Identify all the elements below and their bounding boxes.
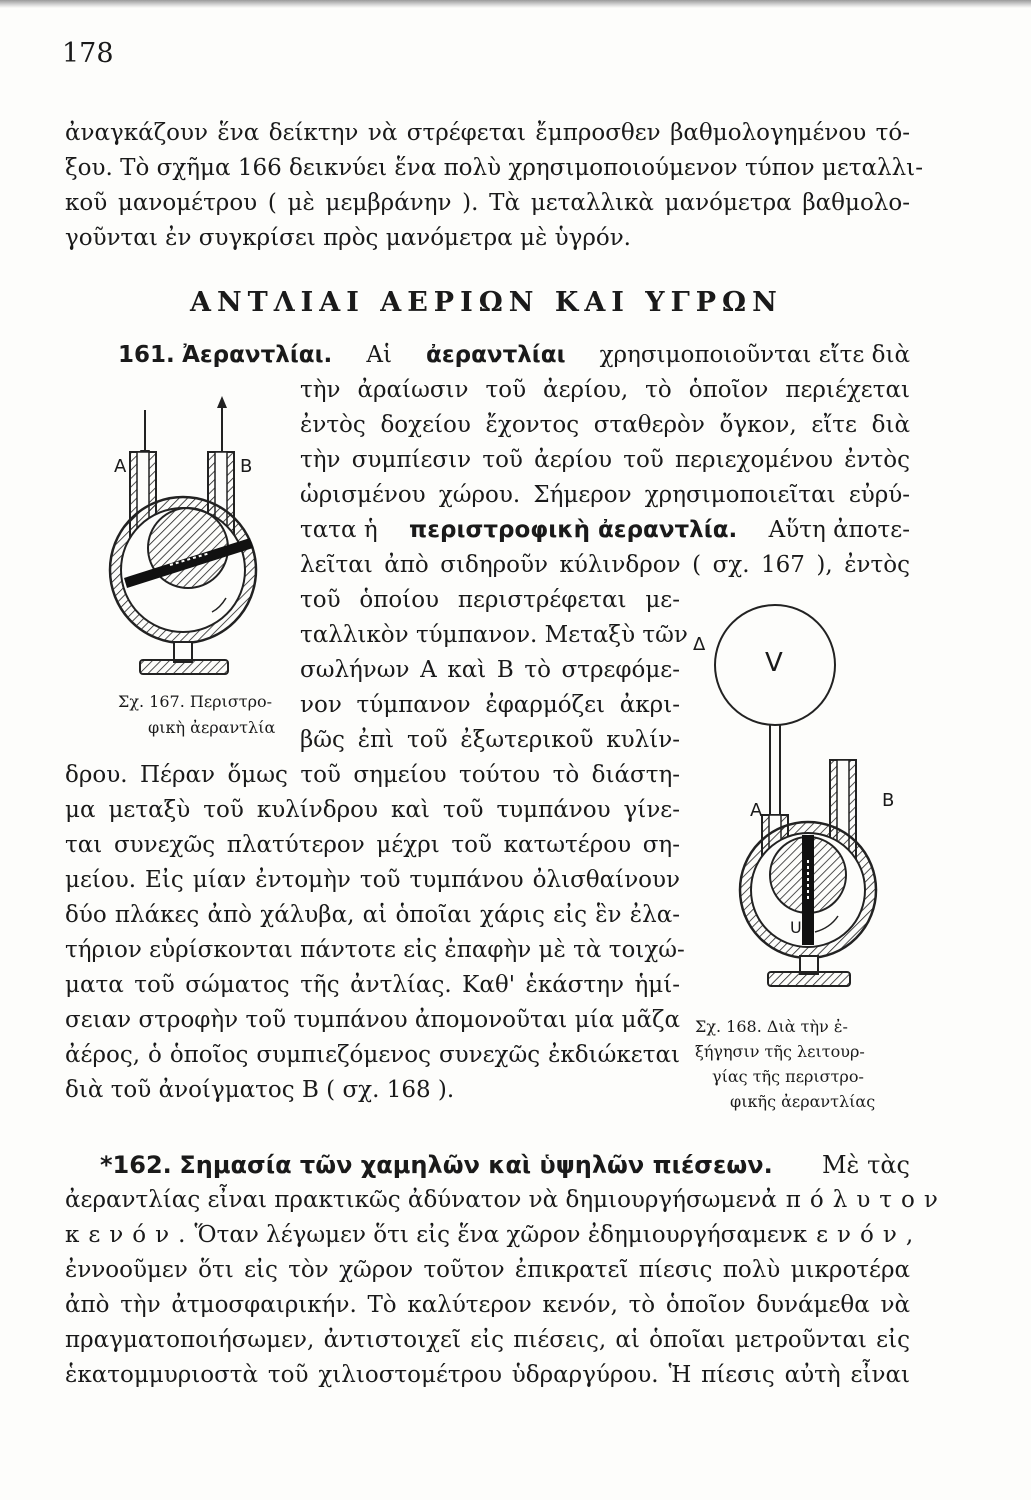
fig168-caption-line4: φικῆς ἀεραντλίας <box>730 1092 876 1111</box>
fig168-label-u: U <box>790 918 802 937</box>
spaced-term: κενόν. <box>65 1222 195 1248</box>
text-line <box>65 1185 947 1215</box>
text-line: τήριον εὑρίσκονται πάντοτε εἰς ἐπαφὴν μὲ τὰ τοιχώ- <box>65 937 685 963</box>
section-162-title-line <box>100 1150 910 1180</box>
text-line: ται συνεχῶς πλατύτερον μέχρι τοῦ κατωτέρου ση- <box>65 832 680 858</box>
figure-167 <box>100 390 300 690</box>
bold-term: ἀεραντλίαι <box>426 342 566 368</box>
top-edge-rule <box>0 0 1031 8</box>
text-line: σωλήνων Α καὶ Β τὸ στρεφόμε- <box>300 657 680 683</box>
text-line: τὴν ἀραίωσιν τοῦ ἀερίου, τὸ ὁποῖον περιέχεται <box>300 377 910 403</box>
bold-term: περιστροφικὴ ἀεραντλία. <box>409 517 738 543</box>
text-line: νον τύμπανον ἐφαρμόζει ἀκρι- <box>300 692 680 718</box>
text-fragment: ἀεραντλίας εἶναι πρακτικῶς ἀδύνατον νὰ δημιουργήσωμεν <box>65 1187 762 1213</box>
fig168-caption-line1: Σχ. 168. Διὰ τὴν ἐ- <box>695 1017 848 1036</box>
text-line: ξου. Τὸ σχῆμα 166 δεικνύει ἕνα πολὺ χρησιμοποιούμενον τύπον μεταλλι- <box>65 155 923 181</box>
text-line: ἀπὸ τὴν ἀτμοσφαιρικήν. Τὸ καλύτερον κενόν, τὸ ὁποῖον δυνάμεθα νὰ <box>65 1292 910 1318</box>
text-line: γοῦνται ἐν συγκρίσει πρὸς μανόμετρα μὲ ὑγρόν. <box>65 225 631 251</box>
fig167-label-b: B <box>240 456 253 477</box>
fig167-label-a: A <box>114 456 127 477</box>
text-fragment: τατα ἡ <box>300 517 378 543</box>
text-fragment: χρησιμοποιοῦνται εἴτε διὰ <box>599 342 910 368</box>
section-162-number: *162. <box>100 1151 172 1179</box>
section-161-number: 161. <box>118 342 175 368</box>
fig167-caption-line2: φικὴ ἀεραντλία <box>148 718 276 737</box>
text-line: διὰ τοῦ ἀνοίγματος Β ( σχ. 168 ). <box>65 1077 455 1103</box>
text-fragment: Αἱ <box>366 342 392 368</box>
fig168-caption-line3: γίας τῆς περιστρο- <box>712 1067 864 1086</box>
text-line: ἀναγκάζουν ἕνα δείκτην νὰ στρέφεται ἔμπροσθεν βαθμολογημένου τό- <box>65 120 910 146</box>
spaced-term: κενόν, <box>792 1222 923 1248</box>
section-162-title: Σημασία τῶν χαμηλῶν καὶ ὑψηλῶν πιέσεων. <box>179 1151 773 1179</box>
fig167-caption-line1: Σχ. 167. Περιστρο- <box>118 692 273 711</box>
text-line: λεῖται ἀπὸ σιδηροῦν κύλινδρον ( σχ. 167 ), ἐντὸς <box>300 552 910 578</box>
fig168-label-v: V <box>765 648 783 678</box>
text-line: ἐντὸς δοχείου ἔχοντος σταθερὸν ὄγκον, εἴτε διὰ <box>300 412 910 438</box>
fig168-caption-line2: ξήγησιν τῆς λειτουρ- <box>695 1042 865 1061</box>
text-line: δρου. Πέραν ὅμως τοῦ σημείου τούτου τὸ διάστη- <box>65 762 680 788</box>
text-line: βῶς ἐπὶ τοῦ ἐξωτερικοῦ κυλίν- <box>300 727 680 753</box>
fig168-label-delta: Δ <box>693 634 706 655</box>
text-line: μα μεταξὺ τοῦ κυλίνδρου καὶ τοῦ τυμπάνου γίνε- <box>65 797 680 823</box>
text-line: ἐννοοῦμεν ὅτι εἰς τὸν χῶρον τοῦτον ἐπικρατεῖ πίεσις πολὺ μικροτέρα <box>65 1257 910 1283</box>
text-line: κοῦ μανομέτρου ( μὲ μεμβράνην ). Τὰ μεταλλικὰ μανόμετρα βαθμολο- <box>65 190 910 216</box>
rotary-pump-diagram <box>100 390 300 690</box>
text-line <box>65 1220 923 1250</box>
text-line: τὴν συμπίεσιν τοῦ ἀερίου τοῦ περιεχομένου ἐντὸς <box>300 447 910 473</box>
fig168-label-a: A <box>750 800 763 821</box>
text-fragment: Ὅταν λέγωμεν ὅτι εἰς ἕνα χῶρον ἐδημιουργήσαμεν <box>194 1222 793 1248</box>
fig168-label-b: B <box>882 790 895 811</box>
section-161-title: Ἀεραντλίαι. <box>182 342 333 368</box>
text-line <box>300 515 910 545</box>
text-line: ἑκατομμυριοστὰ τοῦ χιλιοστομέτρου ὑδραργύρου. Ἡ πίεσις αὐτὴ εἶναι <box>65 1362 910 1388</box>
text-line: δύο πλάκες ἀπὸ χάλυβα, αἱ ὁποῖαι χάρις εἰς ἓν ἐλα- <box>65 902 680 928</box>
text-line: τοῦ ὁποίου περιστρέφεται με- <box>300 587 680 613</box>
text-line: ματα τοῦ σώματος τῆς ἀντλίας. Καθ' ἑκάστην ἡμί- <box>65 972 680 998</box>
text-line: μείου. Εἰς μίαν ἐντομὴν τοῦ τυμπάνου ὀλισθαίνουν <box>65 867 680 893</box>
section-161-first-line <box>118 340 910 370</box>
text-line: ταλλικὸν τύμπανον. Μεταξὺ τῶν <box>300 622 688 648</box>
text-line: ἀέρος, ὁ ὁποῖος συμπιεζόμενος συνεχῶς ἐκδιώκεται <box>65 1042 680 1068</box>
page-number: 178 <box>62 38 114 69</box>
text-fragment: Αὕτη ἀποτε- <box>768 517 910 543</box>
section-heading: ΑΝΤΛΙΑΙ ΑΕΡΙΩΝ ΚΑΙ ΥΓΡΩΝ <box>190 287 783 318</box>
text-line: ὡρισμένου χώρου. Σήμερον χρησιμοποιεῖται εὐρύ- <box>300 482 910 508</box>
text-fragment: Μὲ τὰς <box>821 1151 910 1179</box>
spaced-term: ἀπόλυτον <box>761 1187 947 1213</box>
text-line: πραγματοποιήσωμεν, ἀντιστοιχεῖ εἰς πιέσεις, αἱ ὁποῖαι μετροῦνται εἰς <box>65 1327 910 1353</box>
figure-168 <box>690 590 930 1030</box>
text-line: σειαν στροφὴν τοῦ τυμπάνου ἀπομονοῦται μία μᾶζα <box>65 1007 680 1033</box>
